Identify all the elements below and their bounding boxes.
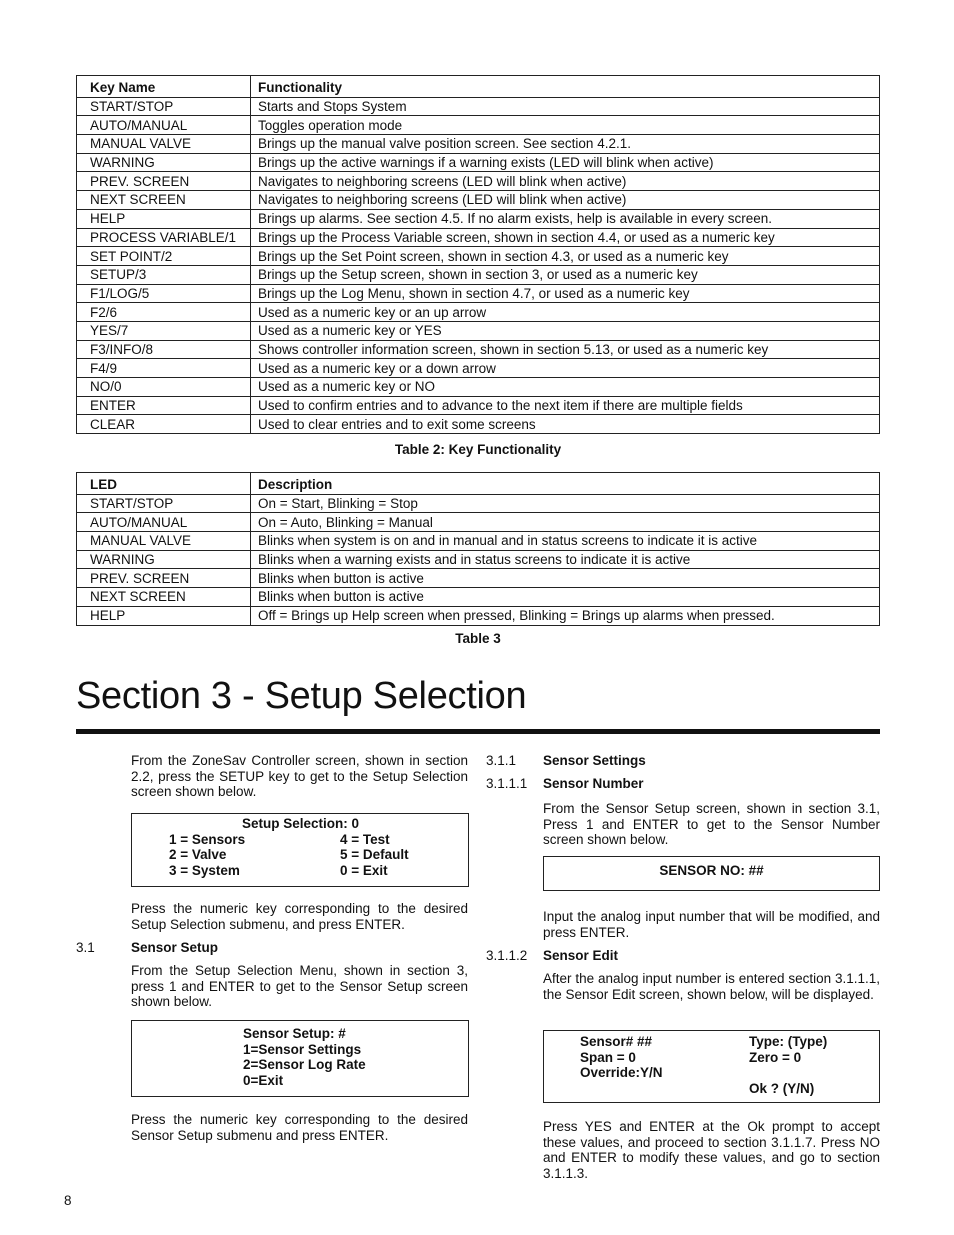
table-cell-description: Navigates to neighboring screens (LED will blink when active) xyxy=(251,172,880,191)
table-cell-name: PROCESS VARIABLE/1 xyxy=(77,228,251,247)
table-caption: Table 3 xyxy=(455,631,501,646)
table-cell-description: Blinks when button is active xyxy=(251,569,880,588)
table-cell-description: Used to confirm entries and to advance to the next item if there are multiple fields xyxy=(251,396,880,415)
table-cell-description: Brings up the Setup screen, shown in section 3, or used as a numeric key xyxy=(251,265,880,284)
table-caption: Table 2: Key Functionality xyxy=(394,442,562,457)
table-cell-name: AUTO/MANUAL xyxy=(77,513,251,532)
setup-option: 0 = Exit xyxy=(340,863,388,878)
sensor-setup-line: Sensor Setup: # xyxy=(243,1026,346,1041)
table-cell-description: Brings up alarms. See section 4.5. If no alarm exists, help is available in every screen. xyxy=(251,209,880,228)
setup-selection-screen xyxy=(131,813,469,887)
intro-paragraph: From the ZoneSav Controller screen, shown in section 2.2, press the SETUP key to get to the Setup Selection screen shown below. xyxy=(131,753,468,800)
table-row xyxy=(77,606,880,625)
table-header-row xyxy=(77,76,880,98)
table-cell-name: F3/INFO/8 xyxy=(77,340,251,359)
table-cell-name: ENTER xyxy=(77,396,251,415)
table-cell-name: WARNING xyxy=(77,153,251,172)
sensor-setup-line: 1=Sensor Settings xyxy=(243,1042,362,1057)
table-row xyxy=(77,321,880,340)
table-cell-description: Used to clear entries and to exit some screens xyxy=(251,415,880,434)
sensor-setup-line: 0=Exit xyxy=(243,1073,284,1088)
table-cell-description: Brings up the Log Menu, shown in section 4.7, or used as a numeric key xyxy=(251,284,880,303)
setup-option: 4 = Test xyxy=(340,832,390,847)
table-cell-description: Used as a numeric key or YES xyxy=(251,321,880,340)
subsection-title: Sensor Setup xyxy=(131,940,219,955)
table-cell-name: NO/0 xyxy=(77,378,251,397)
led-description-table xyxy=(76,472,880,626)
column-header: LED xyxy=(77,473,251,495)
table-cell-name: F1/LOG/5 xyxy=(77,284,251,303)
table-row xyxy=(77,513,880,532)
table-cell-name: AUTO/MANUAL xyxy=(77,116,251,135)
table-row xyxy=(77,415,880,434)
setup-option: 2 = Valve xyxy=(169,847,227,862)
table-cell-description: Used as a numeric key or NO xyxy=(251,378,880,397)
section-number: 3.1.1.1 xyxy=(486,776,528,791)
sensor-setup-line: 2=Sensor Log Rate xyxy=(243,1057,366,1072)
setup-option: 1 = Sensors xyxy=(169,832,246,847)
table-row xyxy=(77,209,880,228)
sensor-edit-paragraph: After the analog input number is entered section 3.1.1.1, the Sensor Edit screen, shown below, will be displayed. xyxy=(543,971,880,1002)
sensor-edit-prompt: Ok ? (Y/N) xyxy=(749,1081,815,1096)
table-row xyxy=(77,284,880,303)
section-number: 3.1 xyxy=(76,940,95,955)
table-cell-name: MANUAL VALVE xyxy=(77,135,251,154)
table-row xyxy=(77,569,880,588)
page-number: 8 xyxy=(64,1193,72,1208)
subsection-title: Sensor Number xyxy=(543,776,644,791)
setup-instruction: Press the numeric key corresponding to the desired Setup Selection submenu, and press ENTER. xyxy=(131,901,468,932)
table-cell-name: WARNING xyxy=(77,550,251,569)
table-cell-name: NEXT SCREEN xyxy=(77,588,251,607)
table-cell-description: Blinks when button is active xyxy=(251,588,880,607)
table-row xyxy=(77,265,880,284)
table-cell-name: PREV. SCREEN xyxy=(77,172,251,191)
subsection-title: Sensor Settings xyxy=(543,753,646,768)
table-row xyxy=(77,340,880,359)
table-cell-description: Toggles operation mode xyxy=(251,116,880,135)
sensor-number-instruction: Input the analog input number that will be modified, and press ENTER. xyxy=(543,909,880,940)
sensor-edit-instruction: Press YES and ENTER at the Ok prompt to accept these values, and proceed to section 3.1.1.7. Press NO and ENTER to modify these values, and go to section 3.1.1.3. xyxy=(543,1119,880,1181)
table-row xyxy=(77,494,880,513)
table-cell-name: SETUP/3 xyxy=(77,265,251,284)
table-cell-name: HELP xyxy=(77,606,251,625)
setup-option: 3 = System xyxy=(169,863,240,878)
sensor-number-prompt: SENSOR NO: ## xyxy=(659,863,764,878)
table-cell-description: Shows controller information screen, shown in section 5.13, or used as a numeric key xyxy=(251,340,880,359)
table-cell-description: Navigates to neighboring screens (LED will blink when active) xyxy=(251,191,880,210)
sensor-edit-field: Type: (Type) xyxy=(749,1034,828,1049)
table-cell-description: Used as a numeric key or a down arrow xyxy=(251,359,880,378)
table-cell-description: On = Start, Blinking = Stop xyxy=(251,494,880,513)
column-header: Description xyxy=(251,473,880,495)
table-cell-name: CLEAR xyxy=(77,415,251,434)
table-cell-description: Brings up the Process Variable screen, shown in section 4.4, or used as a numeric key xyxy=(251,228,880,247)
setup-selection-title: Setup Selection: 0 xyxy=(242,816,360,831)
table-row xyxy=(77,228,880,247)
table-cell-name: YES/7 xyxy=(77,321,251,340)
table-cell-name: F4/9 xyxy=(77,359,251,378)
column-header: Functionality xyxy=(251,76,880,98)
table-cell-description: Brings up the Set Point screen, shown in section 4.3, or used as a numeric key xyxy=(251,247,880,266)
sensor-number-paragraph: From the Sensor Setup screen, shown in section 3.1, Press 1 and ENTER to get to the Sensor Number screen shown below. xyxy=(543,801,880,848)
table-row xyxy=(77,550,880,569)
table-cell-description: On = Auto, Blinking = Manual xyxy=(251,513,880,532)
table-row xyxy=(77,359,880,378)
table-cell-name: START/STOP xyxy=(77,494,251,513)
table-cell-name: HELP xyxy=(77,209,251,228)
table-cell-description: Brings up the manual valve position screen. See section 4.2.1. xyxy=(251,135,880,154)
table-row xyxy=(77,588,880,607)
sensor-edit-field: Span = 0 xyxy=(580,1050,636,1065)
table-cell-description: Blinks when a warning exists and in status screens to indicate it is active xyxy=(251,550,880,569)
table-cell-description: Starts and Stops System xyxy=(251,97,880,116)
table-cell-description: Used as a numeric key or an up arrow xyxy=(251,303,880,322)
sensor-setup-paragraph: From the Setup Selection Menu, shown in section 3, press 1 and ENTER to get to the Sensor Setup screen shown below. xyxy=(131,963,468,1010)
table-row xyxy=(77,153,880,172)
table-cell-description: Off = Brings up Help screen when pressed, Blinking = Brings up alarms when pressed. xyxy=(251,606,880,625)
sensor-number-screen xyxy=(543,856,880,891)
sensor-setup-screen xyxy=(131,1020,469,1097)
table-row xyxy=(77,303,880,322)
table-cell-name: PREV. SCREEN xyxy=(77,569,251,588)
key-functionality-table xyxy=(76,75,880,434)
section-number: 3.1.1 xyxy=(486,753,517,768)
table-cell-name: F2/6 xyxy=(77,303,251,322)
table-cell-description: Brings up the active warnings if a warning exists (LED will blink when active) xyxy=(251,153,880,172)
table-row xyxy=(77,396,880,415)
table-row xyxy=(77,532,880,551)
table-row xyxy=(77,172,880,191)
setup-option: 5 = Default xyxy=(340,847,409,862)
table-cell-name: MANUAL VALVE xyxy=(77,532,251,551)
table-cell-name: START/STOP xyxy=(77,97,251,116)
table-row xyxy=(77,97,880,116)
section-divider xyxy=(76,729,880,734)
section-number: 3.1.1.2 xyxy=(486,948,528,963)
table-row xyxy=(77,116,880,135)
table-cell-name: SET POINT/2 xyxy=(77,247,251,266)
sensor-edit-screen xyxy=(543,1030,880,1103)
sensor-edit-field: Sensor# ## xyxy=(580,1034,653,1049)
table-row xyxy=(77,247,880,266)
table-row xyxy=(77,191,880,210)
table-cell-description: Blinks when system is on and in manual and in status screens to indicate it is active xyxy=(251,532,880,551)
column-header: Key Name xyxy=(77,76,251,98)
table-row xyxy=(77,378,880,397)
subsection-title: Sensor Edit xyxy=(543,948,619,963)
sensor-edit-field: Override:Y/N xyxy=(580,1065,663,1080)
table-header-row xyxy=(77,473,880,495)
table-row xyxy=(77,135,880,154)
section-title: Section 3 - Setup Selection xyxy=(76,675,527,717)
sensor-edit-field: Zero = 0 xyxy=(749,1050,802,1065)
sensor-setup-instruction: Press the numeric key corresponding to the desired Sensor Setup submenu and press ENTER. xyxy=(131,1112,468,1143)
table-cell-name: NEXT SCREEN xyxy=(77,191,251,210)
